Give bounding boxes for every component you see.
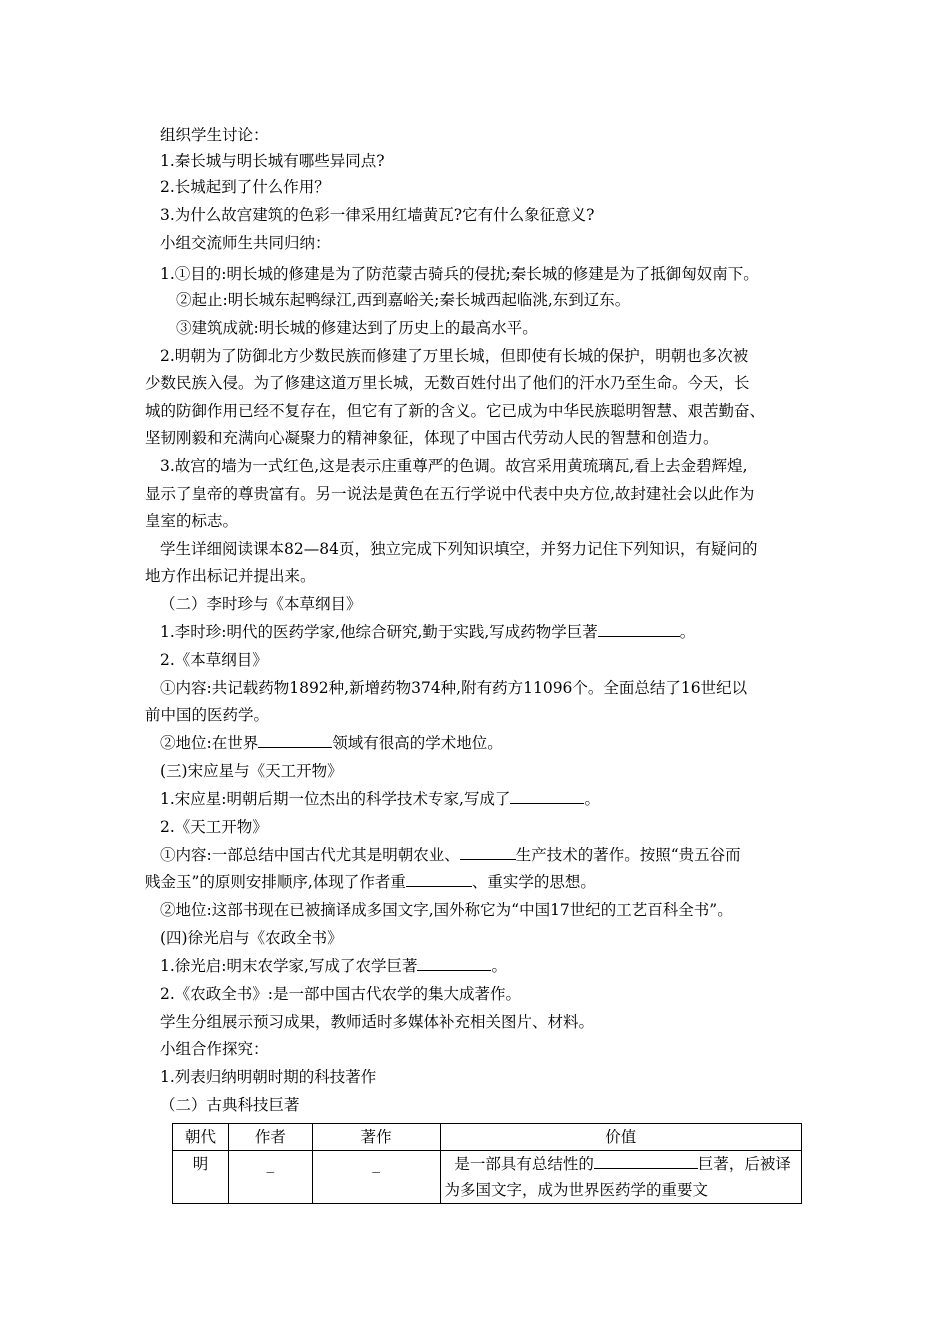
table-header-row [173, 1124, 802, 1151]
answer-blank[interactable] [594, 1154, 698, 1169]
text-line: 坚韧刚毅和充满向心凝聚力的精神象征，体现了中国古代劳动人民的智慧和创造力。 [145, 429, 719, 447]
text-line: 小组交流师生共同归纳： [160, 234, 331, 252]
text-line: 2.《天工开物》 [160, 818, 268, 836]
header-value: 价值 [440, 1124, 801, 1151]
text-span: 生产技术的著作。按照“贵五谷而 [515, 846, 741, 864]
answer-blank[interactable] [258, 733, 332, 748]
text-span: 巨著，后被译为多国文字，成为世界医药学的重要文 [444, 1155, 791, 1199]
text-line: 皇室的标志。 [145, 512, 239, 530]
fill-line-xu-guangqi [160, 956, 830, 976]
text-span: ①内容:一部总结中国古代尤其是明朝农业、 [160, 846, 460, 864]
header-dynasty: 朝代 [173, 1124, 229, 1151]
fill-line-tiangong-content [160, 845, 830, 865]
text-line: 3.故宫的墙为一式红色,这是表示庄重尊严的色调。故宫采用黄琉璃瓦,看上去金碧辉煌, [160, 457, 748, 475]
text-line: 学生详细阅读课本82—84页，独立完成下列知识填空，并努力记住下列知识，有疑问的 [160, 540, 758, 558]
text-line: 3.为什么故宫建筑的色彩一律采用红墙黄瓦?它有什么象征意义? [160, 206, 595, 224]
text-span: 是一部具有总结性的 [454, 1155, 594, 1173]
answer-blank[interactable] [598, 622, 680, 637]
section-heading: (三)宋应星与《天工开物》 [160, 762, 343, 780]
text-line: 显示了皇帝的尊贵富有。另一说法是黄色在五行学说中代表中央方位,故封建社会以此作为 [145, 485, 755, 503]
fill-line-position [160, 733, 830, 753]
text-span: 1.宋应星:明朝后期一位杰出的科学技术专家,写成了 [160, 790, 511, 808]
text-line: ②地位:这部书现在已被摘译成多国文字,国外称它为“中国17世纪的工艺百科全书”。 [160, 901, 733, 919]
cell-author[interactable]: _ [228, 1151, 312, 1204]
text-span: 、重实学的思想。 [471, 873, 596, 891]
text-line: 组织学生讨论： [160, 126, 269, 144]
table-row [173, 1151, 802, 1204]
answer-blank[interactable] [417, 956, 491, 971]
header-author: 作者 [228, 1124, 312, 1151]
text-span: 1.李时珍:明代的医药学家,他综合研究,勤于实践,写成药物学巨著 [160, 623, 598, 641]
tech-works-table [172, 1123, 802, 1204]
answer-blank[interactable] [460, 845, 516, 860]
fill-line-tiangong-thought [145, 872, 815, 892]
answer-blank[interactable] [510, 789, 584, 804]
text-line: 2.《农政全书》:是一部中国古代农学的集大成著作。 [160, 985, 522, 1003]
text-span: 领域有很高的学术地位。 [332, 734, 503, 752]
text-span: 。 [491, 957, 507, 975]
text-line: ③建筑成就:明长城的修建达到了历史上的最高水平。 [176, 319, 538, 337]
fill-line-li-shizhen [160, 622, 830, 642]
cell-value [440, 1151, 801, 1204]
cell-dynasty: 明 [173, 1151, 229, 1204]
text-line: 2.明朝为了防御北方少数民族而修建了万里长城，但即使有长城的保护，明朝也多次被 [160, 347, 749, 365]
text-line: 学生分组展示预习成果，教师适时多媒体补充相关图片、材料。 [160, 1013, 595, 1031]
section-heading: （二）李时珍与《本草纲目》 [160, 595, 362, 613]
text-line: 地方作出标记并提出来。 [145, 567, 316, 585]
section-heading: (四)徐光启与《农政全书》 [160, 929, 343, 947]
text-line: 少数民族入侵。为了修建这道万里长城，无数百姓付出了他们的汗水乃至生命。今天，长 [145, 374, 750, 392]
text-line: 1.①目的:明长城的修建是为了防范蒙古骑兵的侵扰;秦长城的修建是为了抵御匈奴南下。 [160, 265, 759, 283]
section-heading: （二）古典科技巨著 [160, 1096, 300, 1114]
text-span: 。 [679, 623, 696, 641]
text-line: 前中国的医药学。 [145, 706, 270, 724]
text-line: 2.长城起到了什么作用？ [160, 178, 330, 196]
text-line: 小组合作探究： [160, 1040, 269, 1058]
fill-line-song-yingxing [160, 789, 830, 809]
text-line: 1.秦长城与明长城有哪些异同点? [160, 152, 385, 170]
text-line: 城的防御作用已经不复存在，但它有了新的含义。它已成为中华民族聪明智慧、艰苦勤奋、 [145, 402, 766, 420]
text-line: 2.《本草纲目》 [160, 651, 268, 669]
text-line: ②起止:明长城东起鸭绿江,西到嘉峪关;秦长城西起临洮,东到辽东。 [176, 291, 631, 309]
text-span: ②地位:在世界 [160, 734, 259, 752]
text-span: 。 [584, 790, 600, 808]
answer-blank[interactable] [406, 872, 472, 887]
text-line: ①内容:共记载药物1892种,新增药物374种,附有药方11096个。全面总结了16世纪以 [160, 679, 748, 697]
cell-work[interactable]: _ [312, 1151, 440, 1204]
text-span: 贱金玉”的原则安排顺序,体现了作者重 [145, 873, 406, 891]
header-work: 著作 [312, 1124, 440, 1151]
text-span: 1.徐光启:明末农学家,写成了农学巨著 [160, 957, 418, 975]
text-line: 1.列表归纳明朝时期的科技著作 [160, 1068, 377, 1086]
